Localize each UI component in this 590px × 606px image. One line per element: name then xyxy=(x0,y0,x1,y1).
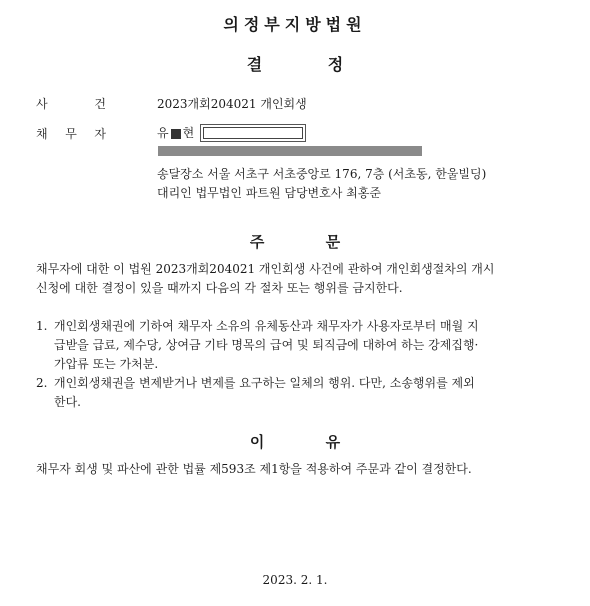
order-item-1-line2: 급받을 급료, 제수당, 상여금 기타 명목의 급여 및 퇴직금에 대하여 하는 강제집행· xyxy=(54,338,479,352)
order-item-1-number: 1. xyxy=(36,319,48,333)
order-intro-line2: 신청에 대한 결정이 있을 때까지 다음의 각 절차 또는 행위를 금지한다. xyxy=(36,281,403,295)
debtor-address: 송달장소 서울 서초구 서초중앙로 176, 7층 (서초동, 한울빌딩) xyxy=(157,167,487,181)
order-intro-line1: 채무자에 대한 이 법원 2023개회204021 개인회생 사건에 관하여 개인회생절차의 개시 xyxy=(36,262,495,276)
debtor-name-first: 유 xyxy=(157,126,169,140)
order-heading: 주 문 xyxy=(249,233,341,251)
debtor-label: 채 무 자 xyxy=(36,127,106,141)
reason-text: 채무자 회생 및 파산에 관한 법률 제593조 제1항을 적용하여 주문과 같이 결정한다. xyxy=(36,462,472,476)
case-value: 2023개회204021 개인회생 xyxy=(157,97,307,111)
case-label: 사 건 xyxy=(36,97,106,111)
debtor-name-last: 현 xyxy=(182,126,195,140)
debtor-representative: 대리인 법무법인 파트원 담당변호사 최홍준 xyxy=(157,186,381,200)
order-item-2-number: 2. xyxy=(36,376,48,390)
debtor-name xyxy=(157,124,194,141)
order-item-1-line3: 가압류 또는 가처분. xyxy=(54,357,159,371)
name-redaction-square xyxy=(171,129,181,139)
document-title: 결 정 xyxy=(246,55,344,74)
court-name: 의정부지방법원 xyxy=(223,15,367,34)
reason-heading: 이 유 xyxy=(249,433,341,451)
redaction-bar xyxy=(158,146,422,156)
decision-date: 2023. 2. 1. xyxy=(262,573,328,587)
order-item-2-line2: 한다. xyxy=(54,395,81,409)
order-item-1-line1: 개인회생채권에 기하여 채무자 소유의 유체동산과 채무자가 사용자로부터 매월 지 xyxy=(54,319,479,333)
order-item-2-line1: 개인회생채권을 변제받거나 변제를 요구하는 일체의 행위. 다만, 소송행위를 제외 xyxy=(54,376,475,390)
redaction-box xyxy=(203,127,303,139)
